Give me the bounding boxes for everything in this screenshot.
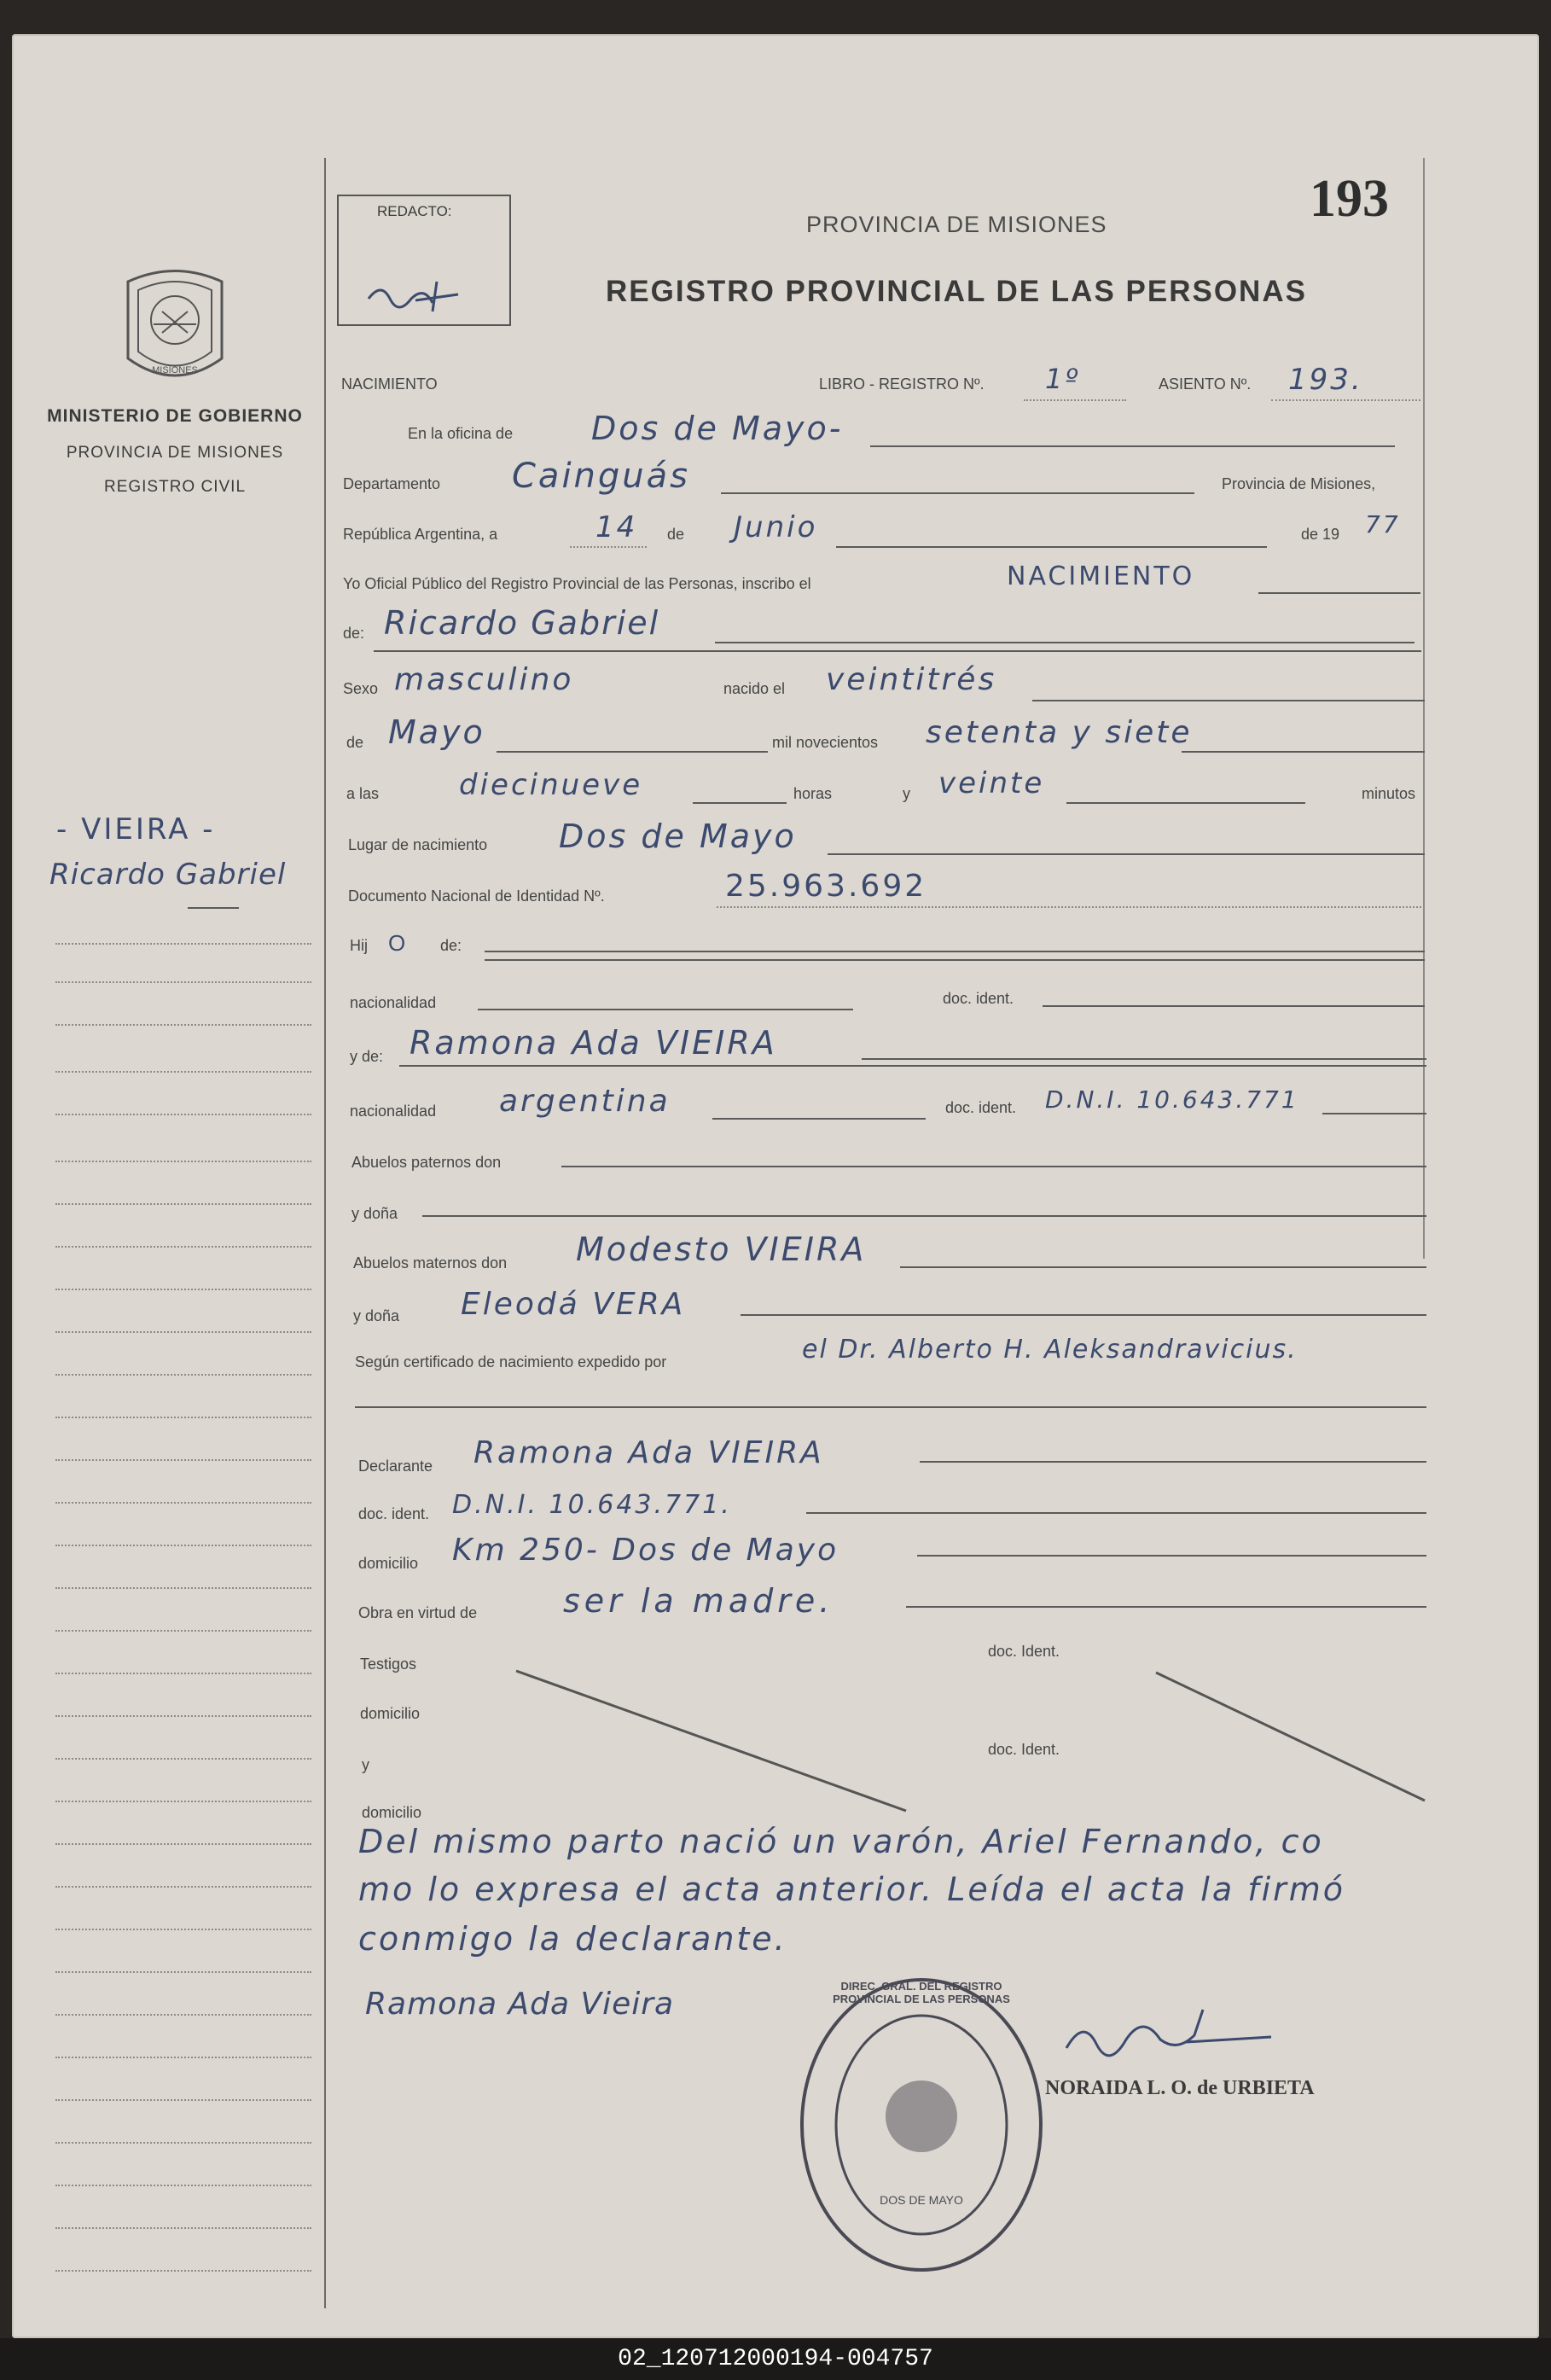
obra-value: ser la madre. bbox=[563, 1582, 834, 1620]
oficial-label: Yo Oficial Público del Registro Provincial de las Personas, inscribo el bbox=[343, 575, 811, 592]
abuelos-mat-label: Abuelos maternos don bbox=[353, 1254, 508, 1271]
nacido-label: nacido el bbox=[723, 680, 786, 697]
abuela-mat-line bbox=[741, 1314, 1426, 1316]
certificado-label: Según certificado de nacimiento expedido por bbox=[355, 1353, 667, 1370]
nacido-anio-line bbox=[1182, 751, 1425, 753]
mes-line bbox=[836, 546, 1267, 548]
official-signature bbox=[1058, 2001, 1280, 2069]
dia-line bbox=[570, 546, 647, 548]
domicilio3-label: domicilio bbox=[362, 1804, 422, 1821]
nacionalidad2-label: nacionalidad bbox=[350, 1103, 437, 1120]
declarante-label: Declarante bbox=[358, 1458, 433, 1475]
domicilio2-label: domicilio bbox=[360, 1705, 421, 1722]
mil-label: mil novecientos bbox=[772, 734, 879, 751]
docident2-value: D.N.I. 10.643.771 bbox=[1045, 1085, 1299, 1114]
stamp-center: DOS DE MAYO bbox=[880, 2193, 963, 2207]
de-nombre-label: de: bbox=[343, 625, 365, 642]
nombre-line bbox=[715, 642, 1414, 643]
obra-label: Obra en virtud de bbox=[358, 1604, 478, 1621]
docident1-label: doc. ident. bbox=[943, 990, 1014, 1007]
oficina-line bbox=[870, 445, 1395, 447]
sidebar-province: PROVINCIA DE MISIONES bbox=[66, 444, 284, 462]
horas-label: horas bbox=[793, 785, 833, 802]
official-stamp bbox=[793, 1971, 1049, 2278]
minutos-line bbox=[1066, 802, 1305, 804]
ministry-seal bbox=[119, 265, 230, 393]
departamento-value: Cainguás bbox=[512, 457, 690, 496]
abuelo-mat-value: Modesto VIEIRA bbox=[576, 1231, 867, 1268]
y-de-label: y de: bbox=[350, 1048, 384, 1065]
redacto-label: REDACTO: bbox=[377, 203, 452, 219]
de2-label: de bbox=[346, 734, 364, 751]
obra-line bbox=[906, 1606, 1426, 1608]
certificado-line bbox=[355, 1406, 1426, 1408]
anio-value: 77 bbox=[1365, 510, 1401, 538]
hijo-label: Hij bbox=[350, 937, 368, 954]
dni-line bbox=[717, 906, 1425, 908]
nacimiento-label: NACIMIENTO bbox=[341, 375, 438, 393]
hijo-de-label: de: bbox=[440, 937, 462, 954]
dni-label: Documento Nacional de Identidad Nº. bbox=[348, 887, 605, 905]
docident3-value: D.N.I. 10.643.771. bbox=[452, 1490, 732, 1520]
dni-value: 25.963.692 bbox=[725, 869, 927, 904]
sexo-value: masculino bbox=[394, 662, 574, 697]
asiento-label: ASIENTO Nº. bbox=[1159, 375, 1252, 393]
dia-value: 14 bbox=[595, 510, 638, 544]
docident3-label: doc. ident. bbox=[358, 1505, 430, 1522]
nacido-dia-line bbox=[1032, 700, 1425, 701]
asiento-line bbox=[1271, 399, 1420, 401]
acto-line bbox=[1258, 592, 1420, 594]
testigos-strikeout bbox=[512, 1664, 1433, 1818]
hijo-line bbox=[485, 951, 1425, 952]
y-dona1-label: y doña bbox=[351, 1205, 398, 1222]
y-dona1-line bbox=[422, 1215, 1426, 1217]
image-caption: 02_120712000194-004757 bbox=[0, 2338, 1551, 2380]
margin-underline bbox=[188, 907, 239, 909]
registry-title: REGISTRO PROVINCIAL DE LAS PERSONAS bbox=[606, 275, 1307, 308]
docident1-line bbox=[1043, 1005, 1425, 1007]
ministry-name: MINISTERIO DE GOBIERNO bbox=[47, 406, 303, 426]
page-number: 193 bbox=[1310, 170, 1389, 228]
departamento-line bbox=[721, 492, 1194, 494]
y-label: y bbox=[903, 785, 910, 802]
nacido-mes-line bbox=[497, 751, 768, 753]
hijo-value: O bbox=[388, 930, 406, 956]
acto-value: NACIMIENTO bbox=[1007, 562, 1195, 591]
abuelo-mat-line bbox=[900, 1266, 1426, 1268]
abuelos-pat-line bbox=[561, 1166, 1426, 1167]
column-divider bbox=[324, 158, 326, 2308]
docident4-label: doc. Ident. bbox=[988, 1643, 1060, 1660]
nacionalidad1-line bbox=[478, 1009, 853, 1010]
libro-line bbox=[1024, 399, 1126, 401]
declarante-value: Ramona Ada VIEIRA bbox=[473, 1435, 824, 1470]
minutos-label: minutos bbox=[1362, 785, 1416, 802]
republica-label: República Argentina, a bbox=[343, 526, 498, 543]
certificado-value: el Dr. Alberto H. Aleksandravicius. bbox=[802, 1335, 1298, 1365]
asiento-value: 193. bbox=[1288, 363, 1363, 397]
declarante-line bbox=[920, 1461, 1426, 1463]
note-line-2: mo lo expresa el acta anterior. Leída el acta la firmó bbox=[358, 1871, 1346, 1908]
nombre-value: Ricardo Gabriel bbox=[384, 604, 660, 642]
domicilio-value: Km 250- Dos de Mayo bbox=[452, 1533, 839, 1568]
madre-value: Ramona Ada VIEIRA bbox=[410, 1024, 777, 1062]
minutos-value: veinte bbox=[938, 766, 1045, 800]
departamento-label: Departamento bbox=[343, 475, 441, 492]
hora-value: diecinueve bbox=[459, 768, 643, 802]
abuela-mat-value: Eleodá VERA bbox=[461, 1287, 686, 1322]
domicilio-line bbox=[917, 1555, 1426, 1557]
margin-surname: - VIEIRA - bbox=[56, 812, 216, 847]
docident2-label: doc. ident. bbox=[945, 1099, 1017, 1116]
nacionalidad1-label: nacionalidad bbox=[350, 994, 437, 1011]
docident2-line bbox=[1322, 1113, 1426, 1114]
seal-text: MISIONES bbox=[152, 365, 198, 375]
madre-line bbox=[862, 1058, 1426, 1060]
sidebar-registry: REGISTRO CIVIL bbox=[103, 478, 247, 496]
redacto-initials bbox=[364, 273, 467, 316]
nacido-anio-value: setenta y siete bbox=[926, 715, 1193, 750]
note-line-1: Del mismo parto nació un varón, Ariel Fernando, co bbox=[358, 1823, 1324, 1860]
hijo-line-2 bbox=[485, 959, 1425, 961]
y2-label: y bbox=[362, 1756, 369, 1773]
lugar-value: Dos de Mayo bbox=[559, 818, 797, 855]
nacido-mes-value: Mayo bbox=[388, 713, 485, 751]
nacionalidad2-line bbox=[712, 1118, 926, 1120]
margin-given-name: Ricardo Gabriel bbox=[49, 858, 287, 892]
provincia-label: Provincia de Misiones, bbox=[1222, 475, 1376, 492]
docident5-label: doc. Ident. bbox=[988, 1741, 1060, 1758]
y-dona2-label: y doña bbox=[353, 1307, 400, 1324]
official-name: NORAIDA L. O. de URBIETA bbox=[1045, 2077, 1315, 2099]
abuelos-pat-label: Abuelos paternos don bbox=[351, 1154, 502, 1171]
province-title: PROVINCIA DE MISIONES bbox=[806, 212, 1107, 237]
declarante-signature: Ramona Ada Vieira bbox=[365, 1987, 675, 2022]
lugar-label: Lugar de nacimiento bbox=[348, 836, 488, 853]
mes-value: Junio bbox=[734, 510, 818, 544]
hora-line bbox=[693, 802, 787, 804]
nacido-dia-value: veintitrés bbox=[826, 662, 997, 697]
domicilio-label: domicilio bbox=[358, 1555, 419, 1572]
libro-value: 1º bbox=[1045, 363, 1081, 395]
oficina-label: En la oficina de bbox=[408, 425, 514, 442]
de-label: de bbox=[667, 526, 685, 543]
note-line-3: conmigo la declarante. bbox=[358, 1920, 787, 1958]
redacto-box bbox=[337, 195, 511, 326]
stamp-text: DIREC. GRAL. DEL REGISTRO PROVINCIAL DE LAS PERSONAS bbox=[833, 1980, 1010, 2005]
sexo-label: Sexo bbox=[343, 680, 379, 697]
testigos-label: Testigos bbox=[360, 1656, 417, 1673]
madre-line-2 bbox=[399, 1065, 1426, 1067]
lugar-line bbox=[828, 853, 1425, 855]
alas-label: a las bbox=[346, 785, 380, 802]
oficina-value: Dos de Mayo- bbox=[591, 410, 844, 447]
libro-label: LIBRO - REGISTRO Nº. bbox=[819, 375, 985, 393]
nombre-line-2 bbox=[374, 650, 1421, 652]
right-border bbox=[1423, 158, 1425, 1259]
docident3-line bbox=[806, 1512, 1426, 1514]
anio-label: de 19 bbox=[1301, 526, 1340, 543]
nacionalidad2-value: argentina bbox=[499, 1084, 671, 1119]
